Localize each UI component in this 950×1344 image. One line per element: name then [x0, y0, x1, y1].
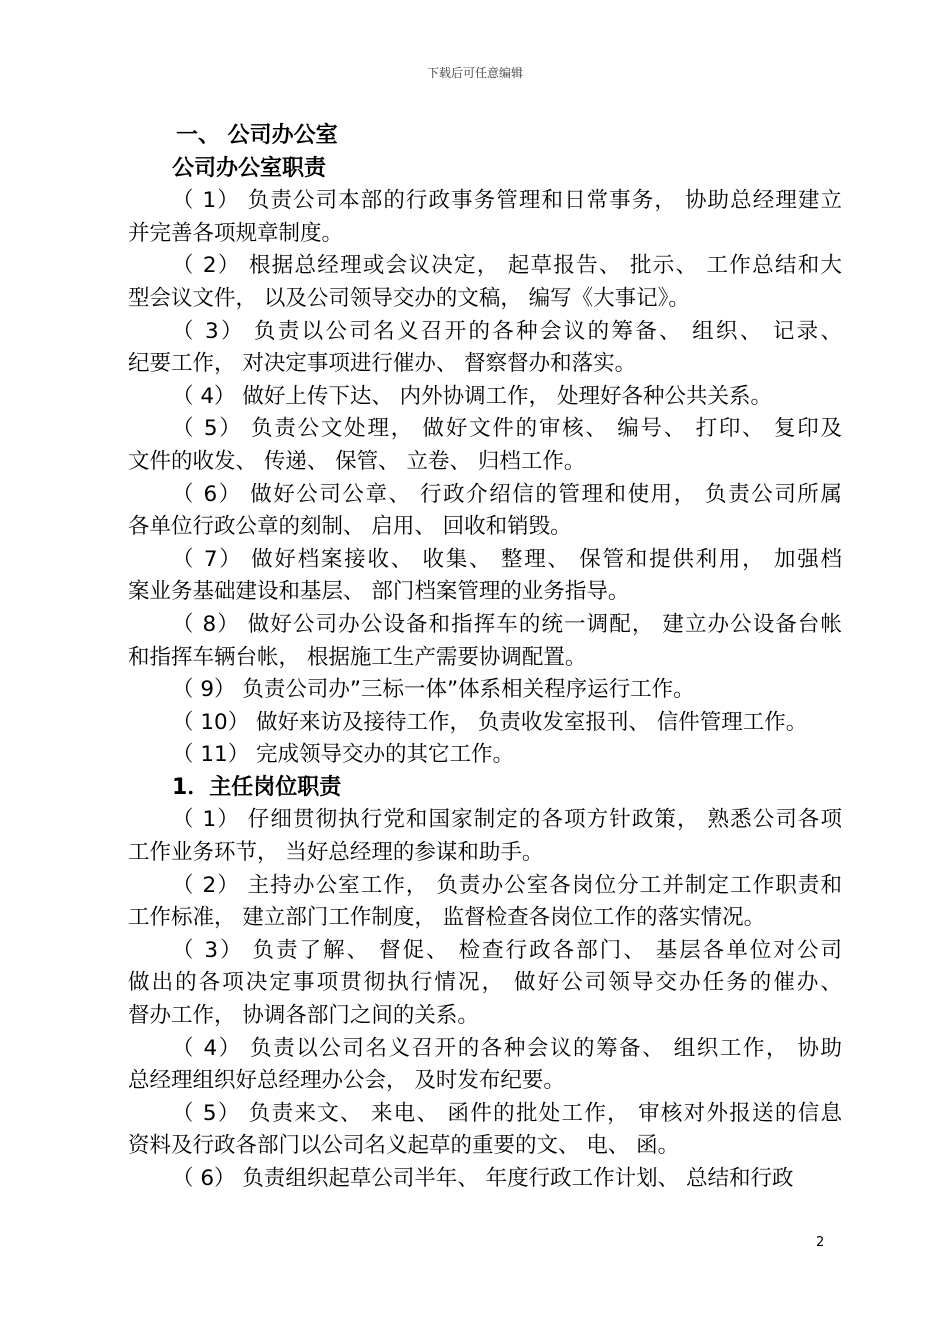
office-duty-item	[128, 609, 842, 674]
paragraph-line: （ 3） 负责以公司名义召开的各种会议的筹备、 组织、 记录、	[172, 318, 842, 344]
paragraph-line: 并完善各项规章制度。	[128, 220, 344, 246]
paragraph-line: （ 5） 负责公文处理， 做好文件的审核、 编号、 打印、 复印及	[172, 416, 842, 442]
paragraph-line: （ 11） 完成领导交办的其它工作。	[172, 742, 515, 768]
paragraph-line: 工作标准， 建立部门工作制度， 监督检查各岗位工作的落实情况。	[128, 905, 766, 931]
paragraph-line: 总经理组织好总经理办公会， 及时发布纪要。	[128, 1068, 565, 1094]
paragraph-line: （ 4） 做好上传下达、 内外协调工作， 处理好各种公共关系。	[172, 383, 773, 409]
paragraph-line: 纪要工作， 对决定事项进行催办、 督察督办和落实。	[128, 351, 637, 377]
paragraph-line: 案业务基础建设和基层、 部门档案管理的业务指导。	[128, 579, 630, 605]
office-duty-item	[128, 316, 842, 381]
paragraph-line: （ 7） 做好档案接收、 收集、 整理、 保管和提供利用， 加强档	[172, 546, 842, 572]
director-duty-item	[128, 1163, 842, 1196]
office-duty-item	[128, 413, 842, 478]
office-duties-list	[128, 185, 842, 772]
paragraph-line: 做出的各项决定事项贯彻执行情况， 做好公司领导交办任务的催办、	[128, 970, 842, 996]
director-heading: 1．主任岗位职责	[172, 774, 342, 800]
director-duties-list	[128, 804, 842, 1195]
paragraph-line: （ 6） 做好公司公章、 行政介绍信的管理和使用， 负责公司所属	[172, 481, 842, 507]
page-number: 2	[816, 1235, 825, 1250]
paragraph-line: 工作业务环节， 当好总经理的参谋和助手。	[128, 840, 544, 866]
director-duty-item	[128, 870, 842, 935]
page-header: 下载后可任意编辑	[426, 66, 523, 80]
paragraph-line: （ 2） 根据总经理或会议决定， 起草报告、 批示、 工作总结和大	[172, 253, 842, 279]
paragraph-line: （ 8） 做好公司办公设备和指挥车的统一调配， 建立办公设备台帐	[172, 611, 842, 637]
director-duty-item	[128, 1033, 842, 1098]
office-duty-item	[128, 381, 842, 414]
paragraph-line: （ 9） 负责公司办”三标一体”体系相关程序运行工作。	[172, 677, 695, 703]
director-duty-item	[128, 804, 842, 869]
office-duty-item	[128, 250, 842, 315]
paragraph-line: （ 1） 负责公司本部的行政事务管理和日常事务， 协助总经理建立	[172, 188, 842, 214]
paragraph-line: 文件的收发、 传递、 保管、 立卷、 归档工作。	[128, 448, 586, 474]
document-body	[128, 120, 842, 1196]
paragraph-line: （ 2） 主持办公室工作， 负责办公室各岗位分工并制定工作职责和	[172, 872, 842, 898]
paragraph-line: 督办工作， 协调各部门之间的关系。	[128, 1003, 479, 1029]
office-duty-item	[128, 185, 842, 250]
paragraph-line: （ 6） 负责组织起草公司半年、 年度行政工作计划、 总结和行政	[172, 1166, 794, 1191]
paragraph-line: （ 4） 负责以公司名义召开的各种会议的筹备、 组织工作， 协助	[172, 1035, 842, 1061]
office-heading: 公司办公室职责	[172, 155, 327, 181]
office-duty-item	[128, 739, 842, 772]
director-duty-item	[128, 935, 842, 1033]
office-duty-item	[128, 674, 842, 707]
section-title: 一、 公司办公室	[176, 123, 338, 148]
paragraph-line: （ 3） 负责了解、 督促、 检查行政各部门、 基层各单位对公司	[172, 937, 842, 963]
paragraph-line: 和指挥车辆台帐， 根据施工生产需要协调配置。	[128, 644, 587, 670]
paragraph-line: 各单位行政公章的刻制、 启用、 回收和销毁。	[128, 514, 572, 540]
paragraph-line: （ 1） 仔细贯彻执行党和国家制定的各项方针政策， 熟悉公司各项	[172, 807, 842, 833]
director-duty-item	[128, 1098, 842, 1163]
paragraph-line: 资料及行政各部门以公司名义起草的重要的文、 电、 函。	[128, 1133, 680, 1159]
office-duty-item	[128, 479, 842, 544]
office-duty-item	[128, 544, 842, 609]
paragraph-line: （ 10） 做好来访及接待工作， 负责收发室报刊、 信件管理工作。	[172, 709, 808, 735]
office-duty-item	[128, 707, 842, 740]
paragraph-line: （ 5） 负责来文、 来电、 函件的批处工作， 审核对外报送的信息	[172, 1100, 842, 1126]
paragraph-line: 型会议文件， 以及公司领导交办的文稿， 编写《大事记》。	[128, 285, 690, 311]
